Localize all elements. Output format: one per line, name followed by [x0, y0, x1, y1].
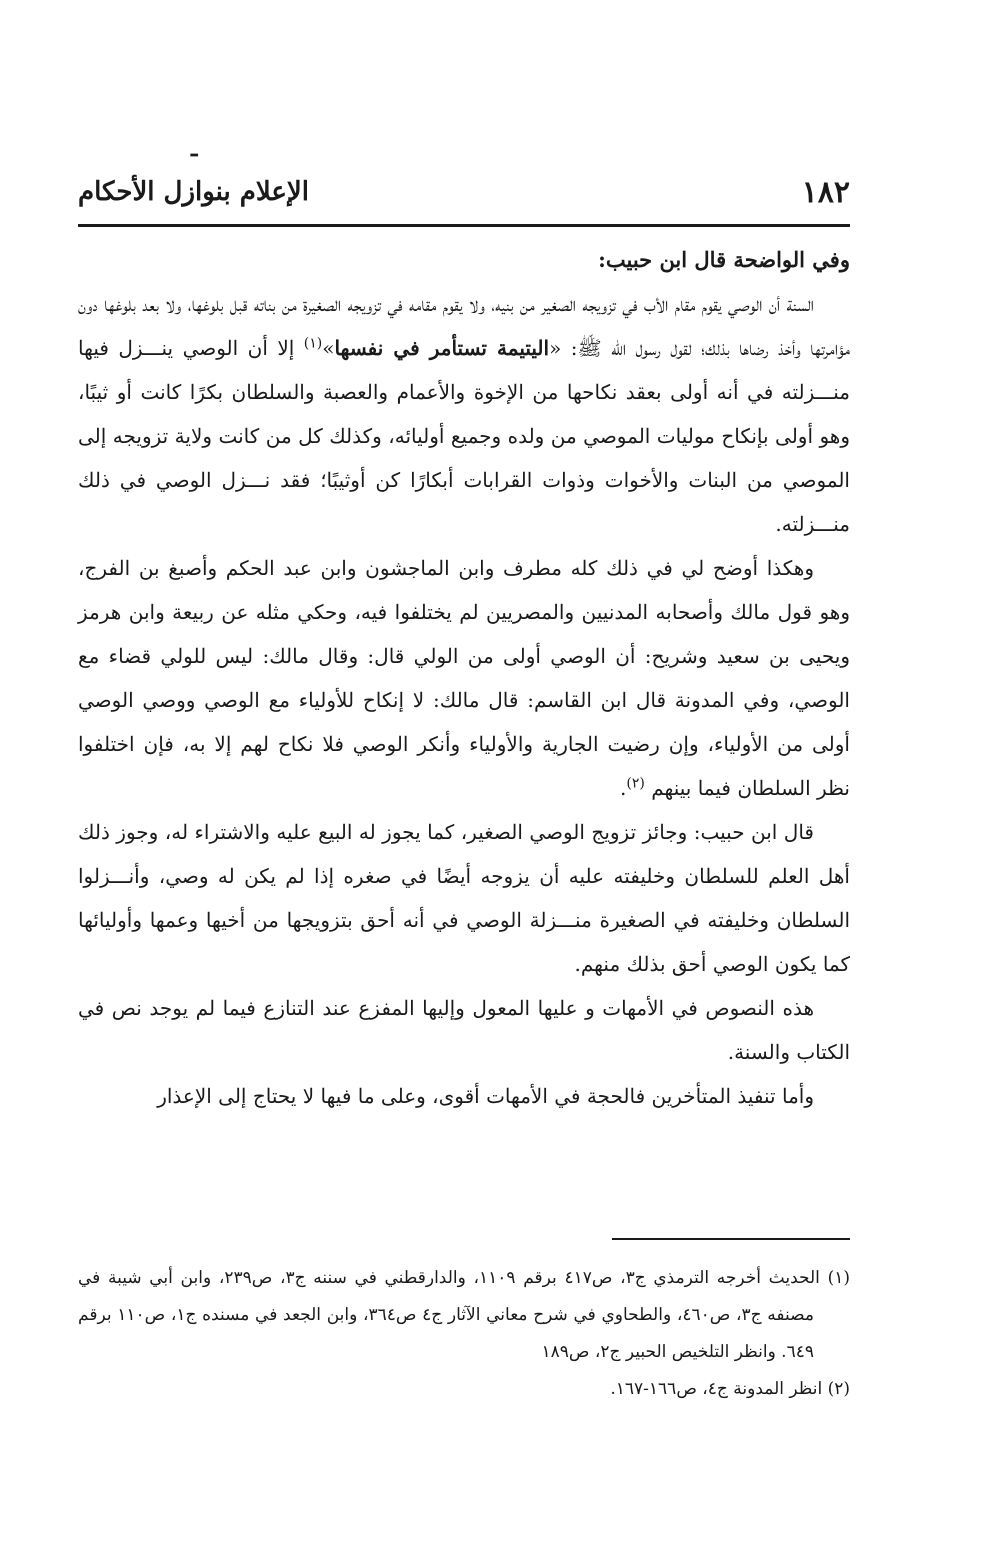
hadith-quote: اليتيمة تستأمر في نفسها [334, 336, 550, 360]
quote-close: » [322, 336, 335, 360]
footnote-1: (١) الحديث أخرجه الترمذي ج٣، ص٤١٧ برقم ١١٠٩، والدارقطني في سننه ج٣، ص٢٣٩، وابن أبي شيبة في مصنفه ج٣، ص٤٦٠، والطحاوي في شرح معاني الآثار ج٤ ص٣٦٤، وابن الجعد في مسنده ج١، ص١١٠ برقم ٦٤٩. وانظر التلخيص الحبير ج٢، ص١٨٩ [78, 1268, 850, 1362]
header-rule [78, 224, 850, 227]
paragraph-1-intro: السنة أن الوصي يقوم مقام الأب في تزويجه الصغير من بنيه، ولا يقوم مقامه في تزويجه الصغيرة من بناته قبل بلوغها، ولا بعد بلوغها دون مؤامرتها وأخذ رضاها بذلك؛ لقول رسول الله ﷺ: « [78, 292, 850, 360]
page-header [78, 168, 850, 216]
page-number: ١٨٢ [801, 174, 850, 210]
running-title: الإعلام بنوازل الأحكام [78, 177, 309, 207]
stray-ink-mark: ـ [191, 136, 198, 162]
paragraph-2-end: . [620, 776, 627, 800]
paragraph-2-text: وهكذا أوضح لي في ذلك كله مطرف وابن الماجشون وابن عبد الحكم وأصبغ بن الفرج، وهو قول مالك وأصحابه المدنيين والمصريين لم يختلفوا فيه، وحكي مثله عن ربيعة وابن هرمز ويحيى بن سعيد وشريح: أن الوصي أولى من الولي قال: وقال مالك: ليس للولي قضاء مع الوصي، وفي المدونة قال ابن القاسم: قال مالك: لا إنكاح للأولياء مع الوصي ووصي الوصي أولى من الأولياء، وإن رضيت الجارية والأولياء وأنكر الوصي فلا نكاح لهم إلا به، فإن اختلفوا نظر السلطان فيما بينهم [78, 556, 850, 800]
footnotes [78, 1260, 850, 1408]
footnote-separator [612, 1238, 850, 1240]
main-text [78, 238, 850, 1118]
footnote-ref-2[interactable]: (٢) [626, 775, 645, 792]
paragraph-1 [78, 282, 850, 546]
paragraph-2 [78, 546, 850, 810]
paragraph-3: قال ابن حبيب: وجائز تزويج الوصي الصغير، كما يجوز له البيع عليه والاشتراء له، وجوز ذلك أهل العلم للسلطان وخليفته عليه أن يزوجه أيضًا في صغره إذا لم يكن له وصي، وأنـــزلوا السلطان وخليفته في الصغيرة منـــزلة الوصي في أنه أحق بتزويجها من أخيها وعمها وأوليائها كما يكون الوصي أحق بذلك منهم. [78, 820, 850, 976]
paragraph-4: هذه النصوص في الأمهات و عليها المعول وإليها المفزع عند التنازع فيما لم يوجد نص في الكتاب والسنة. [78, 996, 850, 1064]
section-heading: وفي الواضحة قال ابن حبيب: [598, 247, 850, 272]
footnote-ref-1[interactable]: (١) [303, 335, 323, 352]
paragraph-5: وأما تنفيذ المتأخرين فالحجة في الأمهات أقوى، وعلى ما فيها لا يحتاج إلى الإعذار [157, 1084, 814, 1108]
paragraph-1-rest: إلا أن الوصي ينـــزل فيها منـــزلته في أنه أولى بعقد نكاحها من الإخوة والأعمام والعصبة والسلطان بكرًا كانت أو ثيبًا، وهو أولى بإنكاح موليات الموصي من ولده وجميع أوليائه، وكذلك كل من كانت ولاية تزويجه إلى الموصي من البنات والأخوات وذوات القرابات أبكارًا كن أوثيبًا؛ فقد نـــزل الوصي في ذلك منـــزلته. [78, 336, 850, 536]
footnote-2: (٢) انظر المدونة ج٤، ص١٦٦-١٦٧. [610, 1379, 850, 1399]
